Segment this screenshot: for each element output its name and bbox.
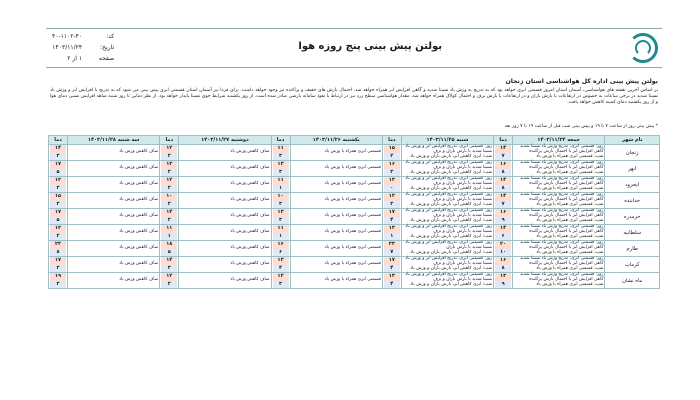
table-header-row <box>49 136 660 145</box>
city-name: خرمدره <box>605 209 660 225</box>
max-temperature: ۱۵ <box>50 193 66 201</box>
min-temperature: ۶ <box>273 249 289 257</box>
temperature-cell <box>382 209 401 225</box>
temperature-cell <box>160 209 179 225</box>
min-temperature: ۳ <box>384 201 400 209</box>
min-temperature: ۳ <box>273 153 289 161</box>
min-temperature: ۳ <box>273 169 289 177</box>
temperature-cell <box>382 193 401 209</box>
table-row <box>49 257 660 273</box>
forecast-description: قسمتی ابری همراه با وزش باد <box>290 225 382 241</box>
max-temperature: ۱۳ <box>495 273 511 281</box>
temperature-cell <box>271 193 290 209</box>
forecast-description: صاف کاهش وزش باد <box>179 177 271 193</box>
forecast-description: قسمتی ابری همراه با وزش باد <box>290 241 382 257</box>
max-temperature: ۲۳ <box>384 241 400 249</box>
day-column-header: جمعه ۱۴۰۳/۱۱/۲۴ <box>513 136 605 145</box>
forecast-description: روز: قسمتی ابری، تدریج وزش باد نسبتا شدید گاهی افزایش ابر با احتمال بارش پراکنده شب: قسمتی ابری همراه با وزش باد <box>513 193 605 209</box>
min-temperature: ۳ <box>50 201 66 209</box>
forecast-description: صاف کاهش وزش باد <box>179 209 271 225</box>
max-temperature: ۱۳ <box>273 209 289 217</box>
city-name: خدابنده <box>605 193 660 209</box>
max-temperature: ۱۷ <box>384 257 400 265</box>
min-temperature: ۲ <box>161 169 177 177</box>
temperature-cell <box>271 209 290 225</box>
temperature-cell <box>49 241 68 257</box>
max-temperature: ۱۴ <box>495 193 511 201</box>
forecast-description: روز: قسمتی ابری، تدریج وزش باد نسبتا شدید گاهی افزایش ابر با احتمال بارش پراکنده شب: قسمتی ابری همراه با وزش باد <box>513 241 605 257</box>
table-row <box>49 193 660 209</box>
temperature-cell <box>382 145 401 161</box>
min-temperature: ۴ <box>273 265 289 273</box>
min-temperature: ۲ <box>384 153 400 161</box>
max-temperature: ۱۲ <box>161 145 177 153</box>
forecast-description: روز: قسمتی ابری، تدریج وزش باد نسبتا شدید گاهی افزایش ابر با احتمال بارش پراکنده شب: قسمتی ابری همراه با وزش باد <box>513 273 605 289</box>
temperature-cell <box>494 193 513 209</box>
page-title: بولتن پیش بینی پنج روزه هوا <box>298 41 442 52</box>
min-temperature: ۳ <box>50 153 66 161</box>
table-row <box>49 209 660 225</box>
max-temperature: ۱۲ <box>384 193 400 201</box>
min-temperature: ۴ <box>384 281 400 289</box>
max-temperature: ۱۳ <box>384 177 400 185</box>
min-temperature: ۷ <box>495 201 511 209</box>
page-value: ۱ از ۲ <box>67 55 83 62</box>
min-temperature: ۳ <box>273 201 289 209</box>
min-temperature: ۹ <box>495 281 511 289</box>
document-meta <box>52 31 114 64</box>
forecast-description: صاف کاهش وزش باد <box>67 257 159 273</box>
min-temperature: ۵ <box>161 249 177 257</box>
max-temperature: ۱۲ <box>161 177 177 185</box>
temperature-cell <box>494 257 513 273</box>
forecast-description: روز: قسمتی ابری، تدریج افزایش ابر و وزش باد نسبتا شدید با بارش باران و برف شب: ابری کاهش ابر، بارش باران و وزش باد <box>401 225 493 241</box>
temperature-cell <box>49 161 68 177</box>
temperature-cell <box>271 273 290 289</box>
forecast-note: * پیش بینی روز از ساعت ۷ تا ۱۹ و پیش بینی شب قبل از ساعت ۱۹ تا ۷ روز بعد <box>504 124 658 129</box>
forecast-summary: بر اساس آخرین نقشه های هواشناسی، آسمان استان امروز قسمتی ابری خواهد بود که به تدریج به وزش باد نسبتا شدید و گاهی افزایش ابر همراه خواهد شد. احتمال بارش های خفیف و پراکنده نیز وجود خواهد داشت. برای فردا نیز آسمان استان قسمتی ابری پیش بینی می شود که به تدریج با افزایش ابر و وزش باد نسبتا شدید در برخی ساعات به‌ خصوص در ارتفاعات با بارش باران و در ارتفاعات با بارش برف و احتمال کولاک همراه خواهد شد. مقدار هواشناسی سطح زرد نیز در ارتباط با نفوذ سامانه بارشی صادر شده است. از روز یکشنبه شرایط جوی نسبتا پایدار خواهد بود. از نظر دمایی تا روز شنبه شاهد افزایش نسبی دمای هوا و از روز یکشنبه دمای کمینه کاهش خواهد یافت. <box>50 88 658 105</box>
max-temperature: ۱۵ <box>384 145 400 153</box>
min-temperature: ۳ <box>273 217 289 225</box>
max-temperature: ۱۳ <box>273 257 289 265</box>
min-temperature: ۸ <box>495 185 511 193</box>
temperature-cell <box>271 241 290 257</box>
min-temperature: ۶ <box>495 233 511 241</box>
temperature-cell <box>49 193 68 209</box>
day-column-header: سه شنبه ۱۴۰۳/۱۱/۲۸ <box>67 136 159 145</box>
temperature-cell <box>494 161 513 177</box>
temperature-cell <box>271 161 290 177</box>
city-name: ماه نشان <box>605 273 660 289</box>
code-value: ۴۰-۱۱۰۲-۴۰ <box>52 33 83 40</box>
code-label: کد: <box>106 33 115 40</box>
forecast-description: روز: قسمتی ابری، تدریج افزایش ابر و وزش باد نسبتا شدید با بارش باران و برف شب: ابری کاهش ابر، بارش باران و وزش باد <box>401 257 493 273</box>
temperature-cell <box>382 273 401 289</box>
temp-column-header: دما <box>494 136 513 145</box>
min-temperature: ۷ <box>495 153 511 161</box>
city-name: طارم <box>605 241 660 257</box>
forecast-description: صاف کاهش وزش باد <box>179 193 271 209</box>
forecast-description: روز: قسمتی ابری، تدریج وزش باد نسبتا شدید گاهی افزایش ابر با احتمال بارش پراکنده شب: قسمتی ابری همراه با وزش باد <box>513 145 605 161</box>
forecast-description: صاف کاهش وزش باد <box>67 193 159 209</box>
min-temperature: ۳ <box>50 185 66 193</box>
forecast-description: قسمتی ابری همراه با وزش باد <box>290 193 382 209</box>
forecast-description: روز: قسمتی ابری، تدریج افزایش ابر و وزش باد نسبتا شدید با بارش باران و برف شب: ابری کاهش ابر، بارش باران و وزش باد <box>401 273 493 289</box>
forecast-description: صاف کاهش وزش باد <box>179 257 271 273</box>
forecast-description: صاف کاهش وزش باد <box>67 225 159 241</box>
max-temperature: ۱۴ <box>495 225 511 233</box>
temperature-cell <box>160 161 179 177</box>
min-temperature: ۸ <box>50 249 66 257</box>
day-column-header: یکشنبه ۱۴۰۳/۱۱/۲۶ <box>290 136 382 145</box>
temperature-cell <box>271 177 290 193</box>
temperature-cell <box>382 225 401 241</box>
max-temperature: ۱۷ <box>384 209 400 217</box>
min-temperature: ۳ <box>384 169 400 177</box>
max-temperature: ۱۴ <box>495 145 511 153</box>
max-temperature: ۱۳ <box>384 225 400 233</box>
temperature-cell <box>160 273 179 289</box>
max-temperature: ۱۳ <box>50 177 66 185</box>
min-temperature: ۷ <box>384 249 400 257</box>
forecast-description: صاف کاهش وزش باد <box>67 145 159 161</box>
forecast-description: روز: قسمتی ابری، تدریج وزش باد نسبتا شدید گاهی افزایش ابر با احتمال بارش پراکنده شب: قسمتی ابری همراه با وزش باد <box>513 257 605 273</box>
max-temperature: ۱۴ <box>161 257 177 265</box>
forecast-description: صاف کاهش وزش باد <box>179 161 271 177</box>
min-temperature: ۵ <box>50 217 66 225</box>
city-name: ایجرود <box>605 177 660 193</box>
max-temperature: ۱۶ <box>495 257 511 265</box>
temperature-cell <box>160 241 179 257</box>
temperature-cell <box>494 145 513 161</box>
city-name: ابهر <box>605 161 660 177</box>
forecast-description: صاف کاهش وزش باد <box>179 241 271 257</box>
min-temperature: ۳ <box>50 281 66 289</box>
temperature-cell <box>160 177 179 193</box>
max-temperature: ۱۳ <box>161 161 177 169</box>
min-temperature: ۸ <box>495 265 511 273</box>
max-temperature: ۱۱ <box>161 225 177 233</box>
forecast-description: قسمتی ابری همراه با وزش باد <box>290 257 382 273</box>
max-temperature: ۱۶ <box>273 241 289 249</box>
temperature-cell <box>382 161 401 177</box>
forecast-description: صاف کاهش وزش باد <box>67 161 159 177</box>
forecast-table <box>48 135 660 289</box>
temperature-cell <box>160 193 179 209</box>
max-temperature: ۱۲ <box>161 273 177 281</box>
forecast-description: روز: قسمتی ابری، تدریج افزایش ابر و وزش باد نسبتا شدید با بارش باران و برف شب: ابری کاهش ابر، بارش باران و وزش باد <box>401 193 493 209</box>
min-temperature: ۲ <box>161 185 177 193</box>
max-temperature: ۱۷ <box>50 161 66 169</box>
table-row <box>49 241 660 257</box>
min-temperature: ۱ <box>161 233 177 241</box>
temperature-cell <box>160 145 179 161</box>
day-column-header: دوشنبه ۱۴۰۳/۱۱/۲۷ <box>179 136 271 145</box>
min-temperature: ۱ <box>273 233 289 241</box>
temperature-cell <box>494 209 513 225</box>
city-name: کرماب <box>605 257 660 273</box>
min-temperature: ۹ <box>495 217 511 225</box>
temperature-cell <box>271 257 290 273</box>
forecast-description: روز: قسمتی ابری، تدریج وزش باد نسبتا شدید گاهی افزایش ابر با احتمال بارش پراکنده شب: قسمتی ابری همراه با وزش باد <box>513 177 605 193</box>
forecast-description: صاف کاهش وزش باد <box>179 273 271 289</box>
temperature-cell <box>494 177 513 193</box>
temperature-cell <box>160 257 179 273</box>
max-temperature: ۱۶ <box>495 161 511 169</box>
bulletin-header <box>46 28 662 68</box>
table-row <box>49 145 660 161</box>
max-temperature: ۱۰ <box>273 193 289 201</box>
min-temperature: ۸ <box>495 169 511 177</box>
max-temperature: ۲۲ <box>50 241 66 249</box>
max-temperature: ۱۱ <box>273 177 289 185</box>
temperature-cell <box>494 225 513 241</box>
max-temperature: ۲۰ <box>495 241 511 249</box>
forecast-description: روز: قسمتی ابری، تدریج افزایش ابر و وزش باد نسبتا شدید با بارش باران شب: ابری کاهش ابر، بارش باران و وزش باد <box>401 241 493 257</box>
table-row <box>49 273 660 289</box>
max-temperature: ۱۳ <box>273 161 289 169</box>
min-temperature: ۴ <box>384 217 400 225</box>
max-temperature: ۱۶ <box>384 161 400 169</box>
forecast-table-body <box>49 145 660 289</box>
date-label: تاریخ: <box>100 44 115 51</box>
temperature-cell <box>494 273 513 289</box>
forecast-description: قسمتی ابری همراه با وزش باد <box>290 273 382 289</box>
min-temperature: ۲ <box>161 281 177 289</box>
temperature-cell <box>49 209 68 225</box>
min-temperature: ۲ <box>161 217 177 225</box>
temperature-cell <box>494 241 513 257</box>
forecast-description: قسمتی ابری همراه با وزش باد <box>290 145 382 161</box>
forecast-description: قسمتی ابری همراه با وزش باد <box>290 209 382 225</box>
temp-column-header: دما <box>271 136 290 145</box>
forecast-description: صاف کاهش وزش باد <box>67 209 159 225</box>
forecast-description: روز: قسمتی ابری، تدریج افزایش ابر و وزش باد نسبتا شدید با بارش باران و برف شب: ابری کاهش ابر، بارش باران و وزش باد <box>401 209 493 225</box>
forecast-description: روز: قسمتی ابری، تدریج افزایش ابر و وزش باد نسبتا شدید با بارش باران و برف شب: ابری کاهش ابر، بارش باران و وزش باد <box>401 177 493 193</box>
min-temperature: ۲ <box>161 201 177 209</box>
max-temperature: ۱۹ <box>50 273 66 281</box>
min-temperature: ۳ <box>50 265 66 273</box>
min-temperature: ۱۰ <box>495 249 511 257</box>
max-temperature: ۱۳ <box>384 273 400 281</box>
temperature-cell <box>49 177 68 193</box>
forecast-description: قسمتی ابری همراه با وزش باد <box>290 161 382 177</box>
min-temperature: ۵ <box>50 169 66 177</box>
temp-column-header: دما <box>160 136 179 145</box>
table-row <box>49 225 660 241</box>
max-temperature: ۱۷ <box>50 209 66 217</box>
temperature-cell <box>49 273 68 289</box>
temperature-cell <box>49 257 68 273</box>
temp-column-header: دما <box>382 136 401 145</box>
table-row <box>49 177 660 193</box>
min-temperature: ۲ <box>161 153 177 161</box>
table-row <box>49 161 660 177</box>
meteorology-logo-icon <box>628 33 658 63</box>
min-temperature: ۲ <box>50 233 66 241</box>
city-name: سلطانیه <box>605 225 660 241</box>
forecast-description: روز: قسمتی ابری، تدریج وزش باد نسبتا شدید گاهی افزایش ابر با احتمال بارش پراکنده شب: قسمتی ابری همراه با وزش باد <box>513 161 605 177</box>
max-temperature: ۱۴ <box>50 145 66 153</box>
temperature-cell <box>49 225 68 241</box>
forecast-description: صاف کاهش وزش باد <box>179 145 271 161</box>
max-temperature: ۱۴ <box>161 209 177 217</box>
min-temperature: ۱ <box>384 233 400 241</box>
temperature-cell <box>382 241 401 257</box>
page-label: صفحه <box>98 55 115 62</box>
max-temperature: ۱۴ <box>495 177 511 185</box>
forecast-description: روز: قسمتی ابری، تدریج افزایش ابر و وزش باد نسبتا شدید با بارش باران و برف شب: ابری کاهش ابر، بارش باران و وزش باد <box>401 145 493 161</box>
min-temperature: ۱ <box>273 185 289 193</box>
max-temperature: ۱۸ <box>161 241 177 249</box>
max-temperature: ۱۳ <box>50 225 66 233</box>
temperature-cell <box>271 145 290 161</box>
max-temperature: ۱۶ <box>495 209 511 217</box>
bulletin-page <box>46 0 662 400</box>
max-temperature: ۱۲ <box>273 273 289 281</box>
min-temperature: ۰ <box>384 185 400 193</box>
city-column-header: نام شهر <box>605 136 660 145</box>
min-temperature: ۳ <box>273 281 289 289</box>
day-column-header: شنبه ۱۴۰۳/۱۱/۲۵ <box>401 136 493 145</box>
forecast-description: صاف کاهش وزش باد <box>179 225 271 241</box>
temperature-cell <box>49 145 68 161</box>
forecast-description: روز: قسمتی ابری، تدریج افزایش ابر و وزش باد نسبتا شدید با بارش باران و برف شب: ابری کاهش ابر، بارش باران و وزش باد <box>401 161 493 177</box>
max-temperature: ۱۰ <box>161 193 177 201</box>
forecast-description: صاف کاهش وزش باد <box>67 273 159 289</box>
max-temperature: ۱۱ <box>273 145 289 153</box>
org-title: بولتن پیش بینی اداره کل هواشناسی استان زنجان <box>505 78 658 85</box>
forecast-description: صاف کاهش وزش باد <box>67 177 159 193</box>
date-value: ۱۴۰۳/۱۱/۲۴ <box>52 44 83 51</box>
temp-column-header: دما <box>49 136 68 145</box>
temperature-cell <box>382 177 401 193</box>
forecast-description: روز: قسمتی ابری، تدریج وزش باد نسبتا شدید گاهی افزایش ابر با احتمال بارش پراکنده شب: قسمتی ابری همراه با وزش باد <box>513 209 605 225</box>
temperature-cell <box>382 257 401 273</box>
temperature-cell <box>271 225 290 241</box>
max-temperature: ۱۱ <box>273 225 289 233</box>
max-temperature: ۱۷ <box>50 257 66 265</box>
city-name: زنجان <box>605 145 660 161</box>
min-temperature: ۳ <box>161 265 177 273</box>
forecast-description: صاف کاهش وزش باد <box>67 241 159 257</box>
temperature-cell <box>160 225 179 241</box>
forecast-description: روز: قسمتی ابری، تدریج وزش باد نسبتا شدید گاهی افزایش ابر با احتمال بارش پراکنده شب: قسمتی ابری همراه با وزش باد <box>513 225 605 241</box>
forecast-description: قسمتی ابری همراه با وزش باد <box>290 177 382 193</box>
min-temperature: ۴ <box>384 265 400 273</box>
